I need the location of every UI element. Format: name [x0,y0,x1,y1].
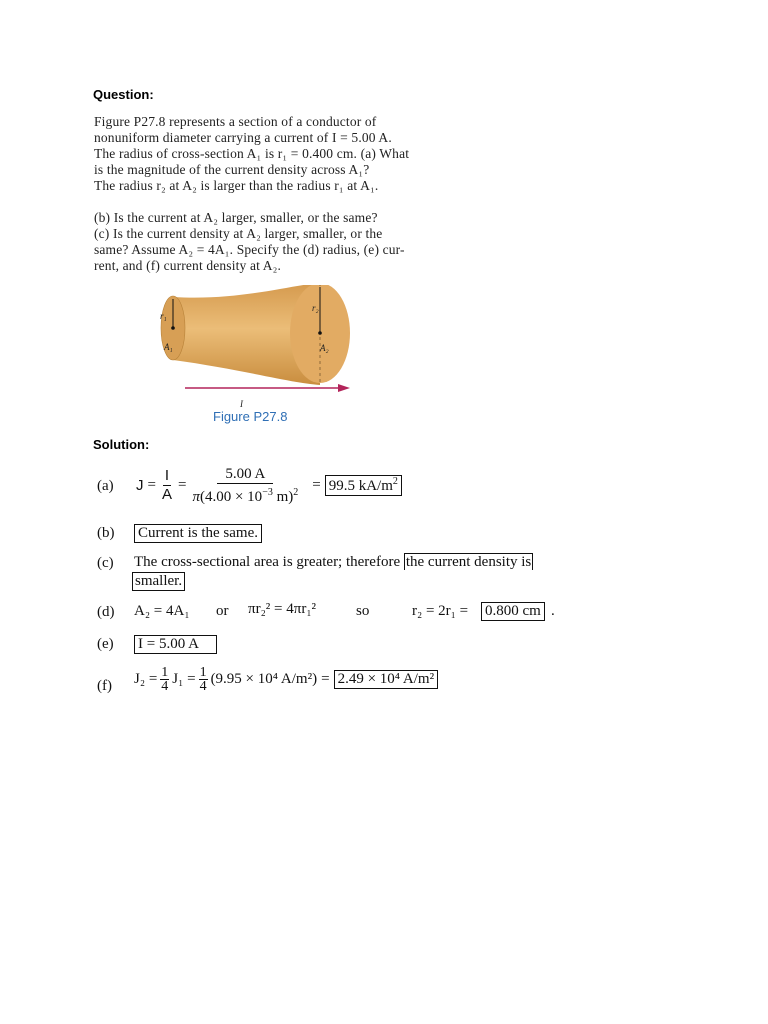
question-line: nonuniform diameter carrying a current of I = 5.00 A. [94,130,392,145]
current-arrow-head [338,384,350,392]
equals-sign: = [177,477,187,493]
question-line: is the magnitude of the current density across A₁? [94,162,370,177]
pi-symbol: π [192,489,200,505]
answer-a-square: 2 [392,476,398,487]
label-a1: A₁ [164,342,173,352]
answer-c-line1: the current density is [405,554,532,570]
area-close: m) [272,489,294,505]
fraction-numerator: 1 [199,665,207,680]
equals-sign: = [321,671,330,687]
fraction-i-over-a [160,467,174,504]
fraction-denominator: 4 [199,679,207,694]
r1-center-dot [171,326,175,330]
part-d-so: so [356,603,370,619]
part-c-explanation: The cross-sectional area is greater; therefore [134,554,404,570]
part-a-label: (a) [97,478,114,494]
current-density-symbol: J [136,477,144,494]
part-d-area: A₂ = 4A₁ [134,603,190,619]
one-quarter-fraction [199,666,208,693]
conductor-figure [140,285,380,410]
answer-c-line2: smaller. [132,572,185,591]
part-d-label: (d) [97,604,115,620]
part-c-text [134,554,533,571]
part-a-equation [136,465,402,506]
fraction-numeric [190,465,300,506]
area-exponent: −3 [262,487,273,498]
label-r1: r₁ [160,311,167,321]
part-b-label: (b) [97,525,115,541]
question-heading: Question: [93,87,154,102]
one-quarter-fraction [160,666,169,693]
part-d-or: or [216,603,229,619]
area-open: (4.00 × 10 [199,489,263,505]
answer-a-box [325,475,402,496]
fraction-numerator: 5.00 A [217,465,273,484]
solution-heading: Solution: [93,437,150,452]
answer-b-box: Current is the same. [134,524,262,543]
label-current: I [240,399,243,409]
question-text [94,114,409,274]
fraction-numerator: 1 [161,665,169,680]
j2-symbol: J₂ = [134,671,158,687]
part-d-result: r₂ = 2r₁ = [412,603,469,619]
part-f-equation [134,666,438,693]
answer-e-box: I = 5.00 A [134,635,217,654]
equals-sign: = [147,477,156,493]
fraction-denominator: 4 [161,679,169,694]
j1-symbol: J₁ = [172,671,196,687]
answer-d-box: 0.800 cm [481,602,545,621]
question-line: Figure P27.8 represents a section of a conductor of [94,114,377,129]
label-r2: r₂ [312,303,319,313]
question-line: (c) Is the current density at A₂ larger, smaller, or the [94,226,383,241]
r2-center-dot [318,331,322,335]
question-line: rent, and (f) current density at A₂. [94,258,282,273]
fraction-denominator: A [161,486,172,503]
part-d-period: . [551,603,555,619]
question-line: The radius of cross-section A₁ is r₁ = 0.400 cm. (a) What [94,146,410,161]
part-c-label: (c) [97,555,114,571]
figure-caption: Figure P27.8 [213,409,288,424]
j1-value: (9.95 × 10⁴ A/m²) [210,671,318,687]
label-a2: A₂ [320,343,329,353]
question-line: (b) Is the current at A₂ larger, smaller, or the same? [94,210,378,225]
equals-sign: = [312,477,321,493]
answer-f-box: 2.49 × 10⁴ A/m² [334,670,439,689]
part-f-label: (f) [97,678,112,694]
part-e-label: (e) [97,636,114,652]
area-square: 2 [293,487,299,498]
question-line: same? Assume A₂ = 4A₁. Specify the (d) radius, (e) cur- [94,242,405,257]
question-line: The radius r₂ at A₂ is larger than the radius r₁ at A₁. [94,178,379,193]
fraction-denominator [190,484,300,506]
part-d-radius-relation: πr₂² = 4πr₁² [248,601,317,617]
fraction-numerator: I [164,467,170,484]
answer-a: 99.5 kA/m [328,478,393,494]
